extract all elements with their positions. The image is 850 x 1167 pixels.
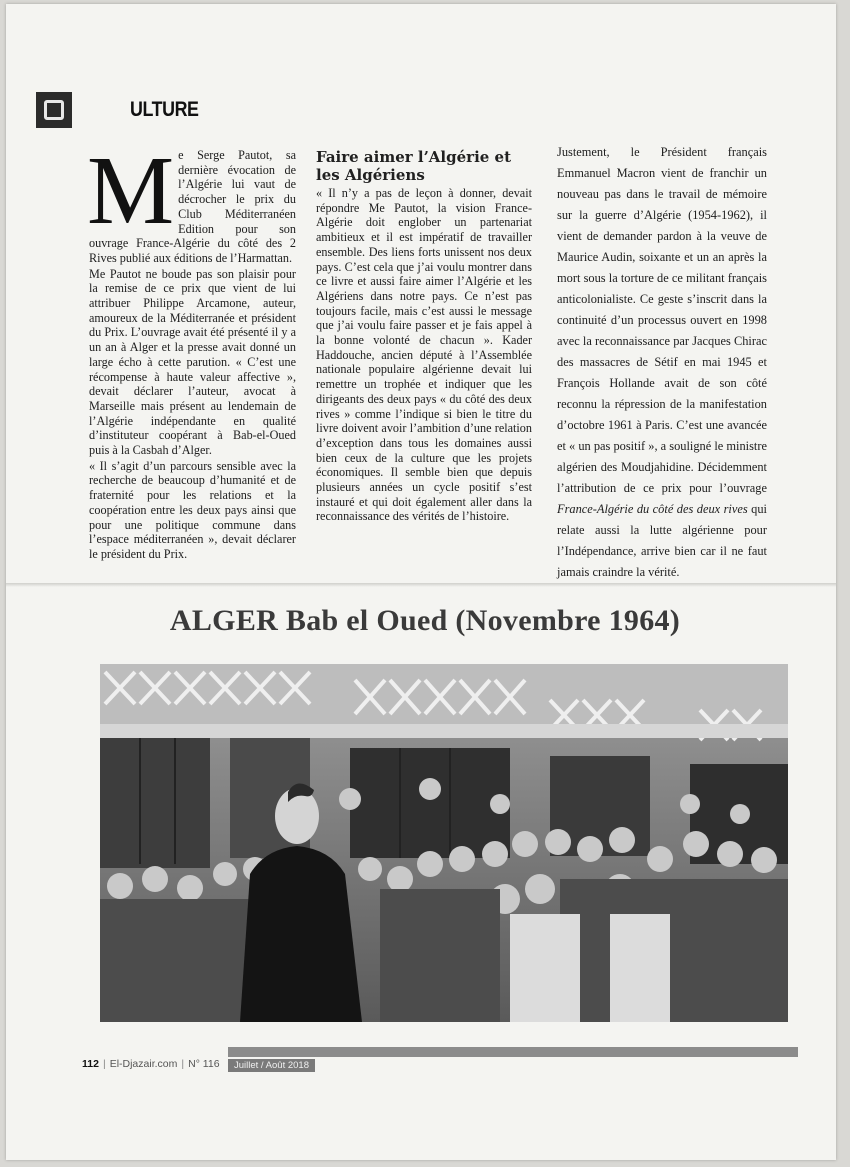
drop-cap: M bbox=[87, 137, 175, 245]
book-title: France-Algérie du côté des deux rives bbox=[557, 502, 748, 516]
article-column-3 bbox=[557, 142, 767, 584]
column1-paragraph-3: « Il s’agit d’un parcours sensible avec la recherche de beaucoup d’humanité et de fraternité pour les relations et la coopération entre les deux pays ainsi que pour une politique commune dans l’espace méditerranéen », devait déclarer le président du Prix. bbox=[89, 458, 296, 561]
column2-paragraph: « Il n’y a pas de leçon à donner, devait répondre Me Pautot, la vision France-Algérie doit englober un partenariat ambitieux et il est impératif de travailler ensemble. Des liens forts unissent nos deux pays. C’est cela que j’ai voulu montrer dans ce livre et aussi faire aimer l’Algérie et les Algériens dans notre pays. Ce n’est pas toujours facile, mais c’est aussi le message que j’ai voulu faire passer et je fais appel à la bonne volonté de chacun ». Kader Haddouche, ancien député à l’Assemblée nationale populaire algérienne devait lui remettre un trophée et indiquer que les dirigeants des deux pays « du côté des deux rives » comme l’indique si bien le titre du livre doivent avoir l’ambition d’une relation d’exception dans tous les domaines aussi bien ceux de la culture que les projets économiques. Il semble bien que depuis plusieurs années un cycle positif s’est instauré et qui doit également aller dans la reconnaissance des vérités de l’histoire. bbox=[316, 186, 532, 524]
article-column-1 bbox=[87, 137, 296, 563]
footer-bar bbox=[228, 1047, 798, 1057]
column3-paragraph bbox=[557, 142, 767, 583]
column3-text-start: Justement, le Président français Emmanuel Macron vient de franchir un nouveau pas dans le travail de mémoire sur la guerre d’Algérie (1954-1962), il vient de demander pardon à la veuve de Maurice Audin, soixante et un an après la mort sous la torture de ce militant français anticolonialiste. Ce geste s’inscrit dans la continuité d’un processus ouvert en 1998 avec la reconnaissance par Jacques Chirac des massacres de Sétif en mai 1945 et François Hollande avait de son côté reconnu la répression de la manifestation d’octobre 1961 à Paris. C’est une avancée et « un pas positif », a souligné le ministre algérien des Moudjahidine. Décidemment l’attribution de ce prix pour l’ouvrage bbox=[557, 145, 767, 495]
section-title: ULTURE bbox=[130, 98, 199, 121]
page-number: 112 bbox=[82, 1058, 99, 1070]
intro-text: e Serge Pautot, sa dernière évocation de l’Algérie lui vaut de décrocher le prix du Club Méditerranéen Edition pour son ouvrage France-Algérie du côté des 2 Rives publié aux éditions de l’Harmattan. bbox=[89, 148, 296, 265]
photo-illustration bbox=[100, 664, 788, 1022]
article-column-2 bbox=[316, 148, 532, 525]
culture-section-icon bbox=[36, 92, 72, 128]
photo-caption: ALGER Bab el Oued (Novembre 1964) bbox=[169, 604, 681, 637]
group-photo bbox=[100, 664, 788, 1022]
issue-date: Juillet / Août 2018 bbox=[228, 1059, 315, 1072]
issue-number: N° 116 bbox=[188, 1058, 220, 1070]
footer-separator: | bbox=[102, 1058, 106, 1070]
page-footer bbox=[82, 1058, 220, 1070]
column1-paragraph-2: Me Pautot ne boude pas son plaisir pour la remise de ce prix que vient de lui attribuer Philippe Arcamone, auteur, amoureux de la Méditerranée et président du Prix. L’ouvrage avait été présenté il y a un an à Alger et la presse avait donné un large écho à cette parution. « C’est une récompense à haute valeur affective », devait déclarer l’auteur, avocat à Marseille mais présent au lendemain de l’Algérie indépendante en qualité d’instituteur coopérant à Bab-el-Oued puis à la Casbah d’Alger. bbox=[89, 266, 296, 458]
column3-text-end: qui relate aussi la lutte algérienne pour l’Indépendance, arrive bien car il ne faut jamais craindre la vérité. bbox=[557, 502, 767, 579]
subheading: Faire aimer l’Algérie et les Algériens bbox=[316, 148, 511, 184]
publication-site: El-Djazair.com bbox=[109, 1058, 178, 1070]
intro-paragraph bbox=[87, 137, 296, 266]
footer-separator: | bbox=[181, 1058, 185, 1070]
